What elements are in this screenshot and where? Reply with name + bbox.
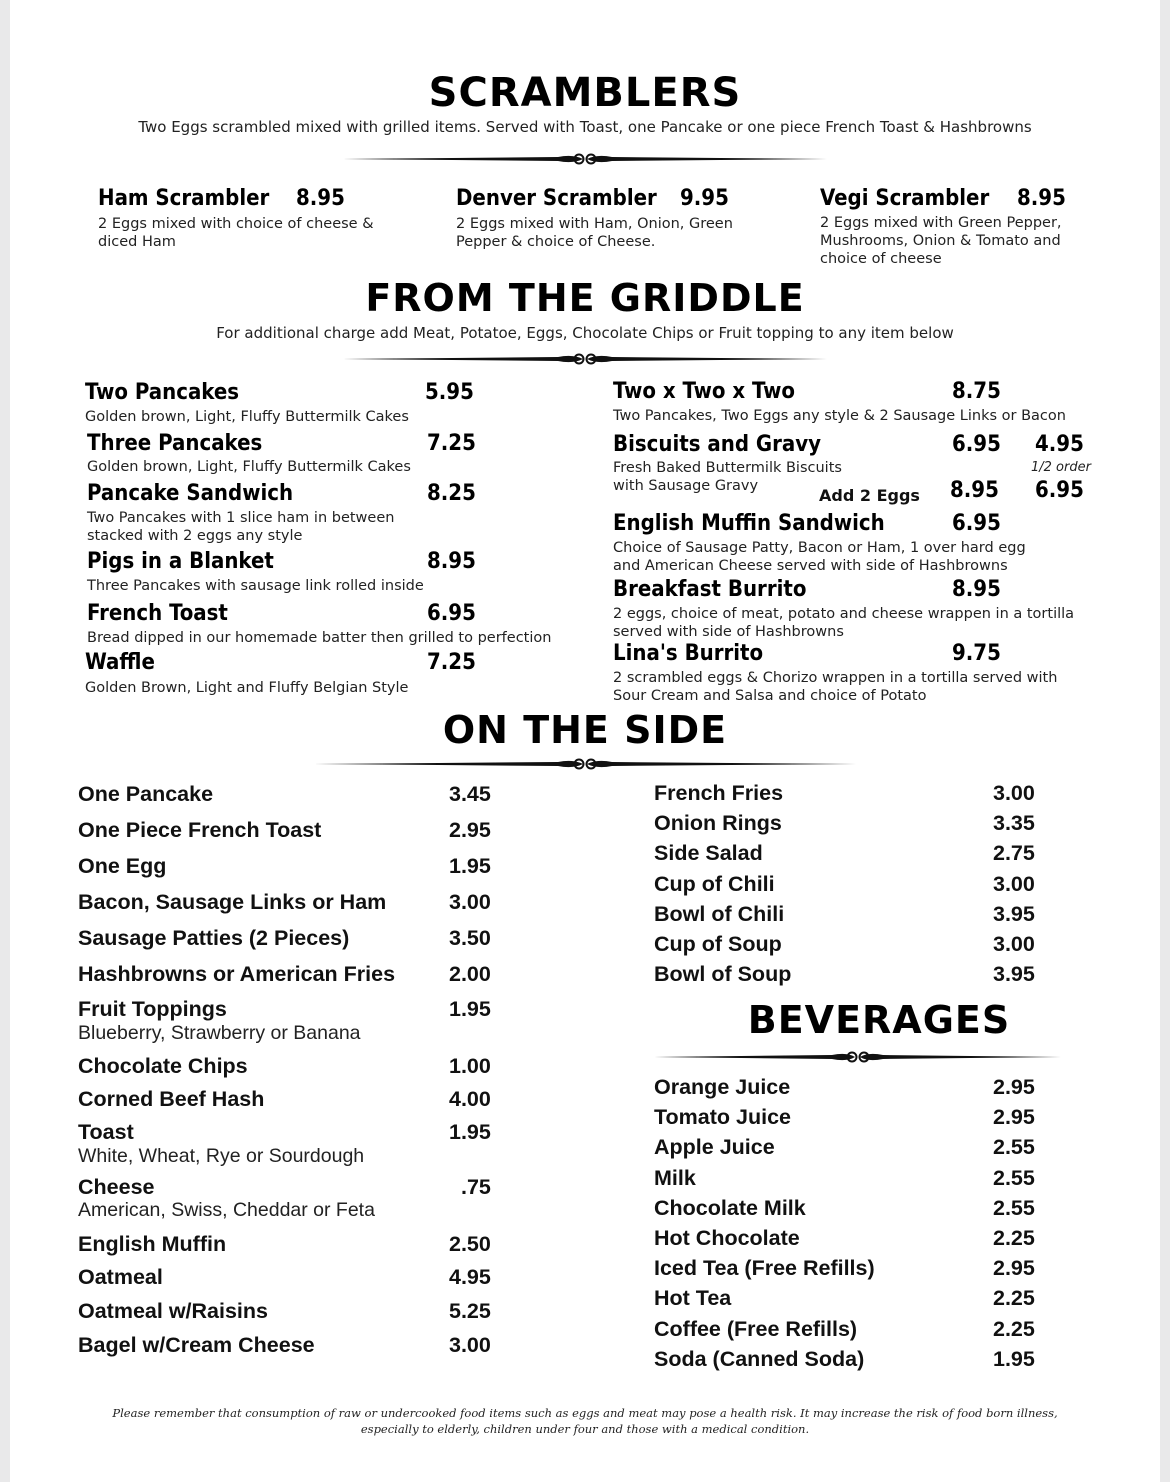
side-item-price: 3.35: [993, 811, 1035, 835]
item-price: 8.95: [296, 186, 345, 211]
item-name: Pigs in a Blanket: [87, 549, 274, 574]
half-order-label: 1/2 order: [1031, 460, 1091, 475]
side-item-name: Chocolate Chips: [78, 1054, 248, 1078]
side-item-price: 3.50: [449, 926, 491, 950]
beverage-price: 2.95: [993, 1256, 1035, 1280]
item-description: Golden brown, Light, Fluffy Buttermilk Cakes: [85, 409, 409, 425]
side-item-name: Bacon, Sausage Links or Ham: [78, 890, 387, 914]
health-disclaimer-line-2: especially to elderly, children under four and those with a medical condition.: [360, 1422, 810, 1436]
beverage-name: Orange Juice: [654, 1075, 791, 1099]
side-item-name: Side Salad: [654, 841, 763, 865]
item-price: 7.25: [427, 650, 476, 675]
side-item-name: Cup of Chili: [654, 872, 775, 896]
scramblers-subtitle: Two Eggs scrambled mixed with grilled items. Served with Toast, one Pancake or one piece French Toast & Hashbrowns: [138, 118, 1032, 136]
side-item-price: 3.45: [449, 782, 491, 806]
ornamental-divider: [314, 757, 856, 771]
item-description: Golden Brown, Light and Fluffy Belgian Style: [85, 680, 409, 696]
item-price: 6.95: [952, 511, 1001, 536]
item-description: 2 Eggs mixed with choice of cheese & diced Ham: [98, 216, 374, 250]
side-item-name: Bowl of Chili: [654, 902, 785, 926]
beverage-price: 1.95: [993, 1347, 1035, 1371]
side-item-price: 1.00: [449, 1054, 491, 1078]
side-item-name: Fruit Toppings: [78, 997, 227, 1021]
side-item-price: 1.95: [449, 1120, 491, 1144]
item-description: 2 scrambled eggs & Chorizo wrappen in a tortilla served with Sour Cream and Salsa and choice of Potato: [613, 670, 1058, 704]
item-name: English Muffin Sandwich: [613, 511, 885, 536]
item-name: Ham Scrambler: [98, 186, 270, 211]
item-price: 6.95: [427, 601, 476, 626]
beverage-name: Tomato Juice: [654, 1105, 791, 1129]
beverage-price: 2.55: [993, 1135, 1035, 1159]
side-heading: ON THE SIDE: [442, 708, 728, 752]
beverage-price: 2.25: [993, 1286, 1035, 1310]
item-description: 2 Eggs mixed with Ham, Onion, Green Pepper & choice of Cheese.: [456, 216, 733, 250]
side-item-name: Oatmeal w/Raisins: [78, 1299, 268, 1323]
health-disclaimer-line-1: Please remember that consumption of raw or undercooked food items such as eggs and meat may pose a health risk. It may increase the risk of food born illness,: [112, 1406, 1058, 1420]
beverage-name: Hot Tea: [654, 1286, 732, 1310]
beverage-price: 2.95: [993, 1075, 1035, 1099]
item-name: Two Pancakes: [85, 380, 240, 405]
beverage-name: Iced Tea (Free Refills): [654, 1256, 875, 1280]
side-item-name: Cup of Soup: [654, 932, 782, 956]
item-name: Denver Scrambler: [456, 186, 657, 211]
item-name: Breakfast Burrito: [613, 577, 807, 602]
item-price: 9.75: [952, 641, 1001, 666]
item-description: Three Pancakes with sausage link rolled inside: [87, 578, 424, 594]
side-item-price: 3.00: [993, 932, 1035, 956]
item-price: 6.95: [952, 432, 1001, 457]
side-item-price: 2.95: [449, 818, 491, 842]
item-name: Pancake Sandwich: [87, 481, 294, 506]
side-item-price: 2.50: [449, 1232, 491, 1256]
item-description: Choice of Sausage Patty, Bacon or Ham, 1 over hard egg and American Cheese served with side of Hashbrowns: [613, 540, 1026, 574]
side-item-price: 1.95: [449, 997, 491, 1021]
item-price: 7.25: [427, 431, 476, 456]
item-name: Lina's Burrito: [613, 641, 764, 666]
beverage-price: 2.95: [993, 1105, 1035, 1129]
side-item-name: Bagel w/Cream Cheese: [78, 1333, 315, 1357]
item-name: Vegi Scrambler: [820, 186, 990, 211]
side-item-name: One Pancake: [78, 782, 214, 806]
griddle-subtitle: For additional charge add Meat, Potatoe, Eggs, Chocolate Chips or Fruit topping to any item below: [216, 324, 954, 342]
beverage-name: Apple Juice: [654, 1135, 775, 1159]
item-description: Fresh Baked Buttermilk Biscuits with Sausage Gravy: [613, 460, 842, 494]
beverage-price: 2.25: [993, 1317, 1035, 1341]
beverages-heading: BEVERAGES: [747, 998, 1011, 1042]
item-description: Two Pancakes, Two Eggs any style & 2 Sausage Links or Bacon: [613, 408, 1066, 424]
item-name: Waffle: [85, 650, 155, 675]
beverage-price: 2.55: [993, 1166, 1035, 1190]
side-item-price: 2.00: [449, 962, 491, 986]
side-item-name: Sausage Patties (2 Pieces): [78, 926, 350, 950]
ornamental-divider: [343, 152, 827, 166]
item-price: 9.95: [680, 186, 729, 211]
side-item-price: 4.95: [449, 1265, 491, 1289]
add-eggs-price-half: 6.95: [1035, 478, 1084, 503]
item-name: Biscuits and Gravy: [613, 432, 822, 457]
item-description: Golden brown, Light, Fluffy Buttermilk Cakes: [87, 459, 411, 475]
side-item-price: 3.00: [993, 872, 1035, 896]
item-description: Bread dipped in our homemade batter then grilled to perfection: [87, 630, 552, 646]
side-item-price: 3.00: [993, 781, 1035, 805]
item-price: 8.75: [952, 379, 1001, 404]
item-description: Two Pancakes with 1 slice ham in between stacked with 2 eggs any style: [87, 510, 395, 544]
item-price: 8.95: [952, 577, 1001, 602]
side-item-price: 2.75: [993, 841, 1035, 865]
beverage-price: 2.25: [993, 1226, 1035, 1250]
side-item-name: Corned Beef Hash: [78, 1087, 265, 1111]
side-item-price: 3.95: [993, 902, 1035, 926]
beverage-name: Soda (Canned Soda): [654, 1347, 865, 1371]
side-item-name: English Muffin: [78, 1232, 227, 1256]
item-name: French Toast: [87, 601, 228, 626]
side-item-name: One Piece French Toast: [78, 818, 322, 842]
side-item-price: 3.00: [449, 1333, 491, 1357]
beverage-name: Hot Chocolate: [654, 1226, 800, 1250]
side-item-price: 5.25: [449, 1299, 491, 1323]
ornamental-divider: [654, 1050, 1061, 1064]
side-item-price: 1.95: [449, 854, 491, 878]
side-item-name: Bowl of Soup: [654, 962, 792, 986]
item-name: Three Pancakes: [87, 431, 263, 456]
item-description: 2 Eggs mixed with Green Pepper, Mushrooms, Onion & Tomato and choice of cheese: [820, 215, 1062, 267]
beverage-name: Milk: [654, 1166, 696, 1190]
side-item-price: 3.00: [449, 890, 491, 914]
side-item-name: Oatmeal: [78, 1265, 163, 1289]
item-price: 8.25: [427, 481, 476, 506]
side-item-name: Hashbrowns or American Fries: [78, 962, 396, 986]
side-item-name: Cheese: [78, 1175, 155, 1199]
side-item-options: White, Wheat, Rye or Sourdough: [78, 1145, 365, 1167]
side-item-name: French Fries: [654, 781, 784, 805]
side-item-name: Onion Rings: [654, 811, 782, 835]
item-price: 8.95: [427, 549, 476, 574]
beverage-name: Coffee (Free Refills): [654, 1317, 858, 1341]
item-price: 5.95: [425, 380, 474, 405]
add-eggs-price: 8.95: [950, 478, 999, 503]
griddle-heading: FROM THE GRIDDLE: [365, 276, 805, 320]
side-item-price: 4.00: [449, 1087, 491, 1111]
side-item-options: American, Swiss, Cheddar or Feta: [78, 1199, 375, 1221]
side-item-name: Toast: [78, 1120, 134, 1144]
side-item-options: Blueberry, Strawberry or Banana: [78, 1022, 361, 1044]
scramblers-heading: SCRAMBLERS: [428, 70, 742, 116]
side-item-name: One Egg: [78, 854, 167, 878]
add-eggs-label: Add 2 Eggs: [819, 486, 920, 505]
item-price-half: 4.95: [1035, 432, 1084, 457]
item-price: 8.95: [1017, 186, 1066, 211]
beverage-price: 2.55: [993, 1196, 1035, 1220]
side-item-price: .75: [461, 1175, 491, 1199]
side-item-price: 3.95: [993, 962, 1035, 986]
ornamental-divider: [343, 352, 827, 366]
item-name: Two x Two x Two: [613, 379, 795, 404]
beverage-name: Chocolate Milk: [654, 1196, 806, 1220]
menu-page: [10, 0, 1160, 1482]
item-description: 2 eggs, choice of meat, potato and cheese wrappen in a tortilla served with side of Hashbrowns: [613, 606, 1075, 640]
